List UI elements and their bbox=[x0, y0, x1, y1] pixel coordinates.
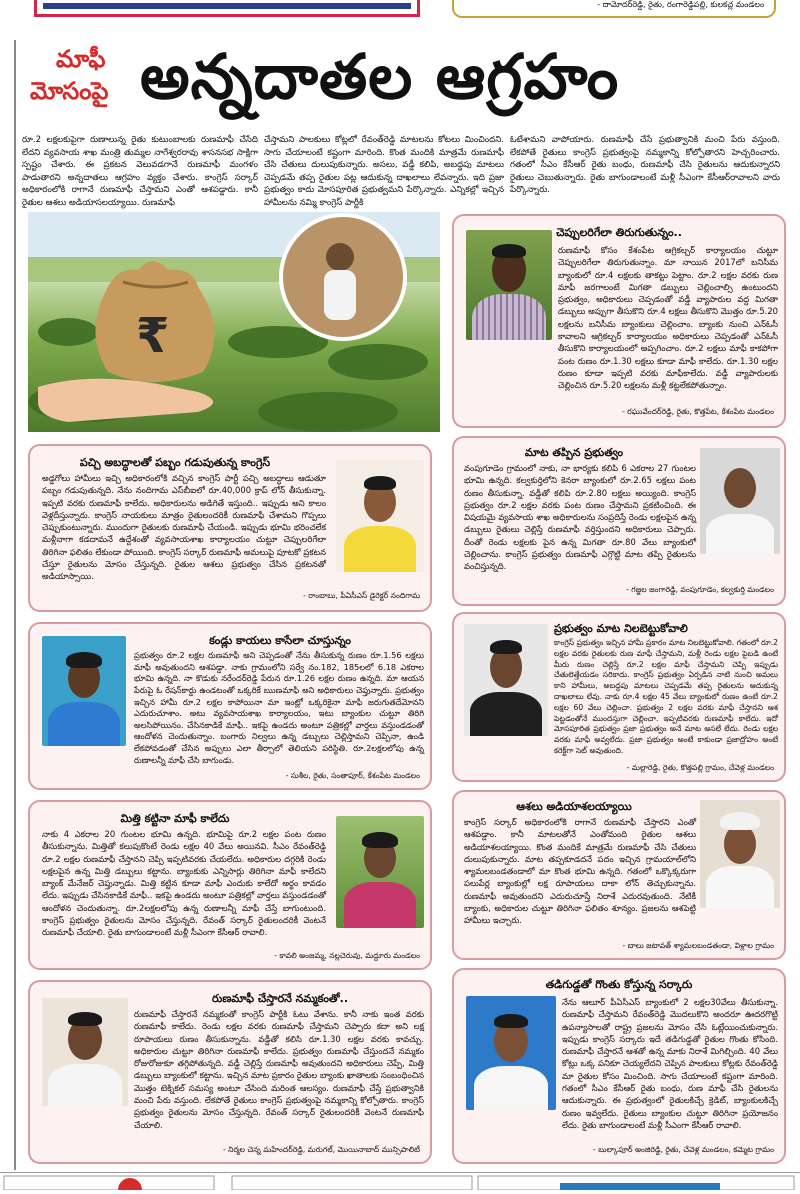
headline-main: అన్నదాతల ఆగ్రహం bbox=[140, 40, 620, 113]
testimonial-text-block bbox=[558, 244, 778, 392]
testimonial-body: కాంగ్రెస్ ప్రభుత్వం ఇచ్చిన హామీ ప్రకారం మాట నిలబెట్టుకోవాలి. గతంలో రూ.2 లక్షల వరకు రైతులకు రుణ మాఫీ చేస్తామని, మళ్లీ రెండు లక్షల పైబడి ఉంటే మీరు రుణం చెల్లిస్తే రూ.2 లక్షల మాఫీ చేస్తామని చెప్పి ఇప్పుడు చేతులెత్తేయడం సరికాదు. కాంగ్రెస్ ప్రభుత్వం ఏర్పడిన నాటి నుంచి అమలు కాని హామీలు, అబద్ధపు మాటలు చెప్పడమే తప్ప రైతులను ఆదుకున్న దాఖలాలు లేవు. నాకు రూ.4 లక్షల 45 వేలు బ్యాంకులో రుణం ఉంటే రూ.2 లక్షల 60 వేలు చెల్లించా. ప్రభుత్వం 2 లక్షల వరకు మాఫీ చేస్తానని ఆశ పెట్టడంతోనే ముందస్తుగా చెల్లించా. ఇప్పటివరకు రుణమాఫీ కాలేదు. ఇదో మోసపూరిత ప్రభుత్వం ప్రజా ప్రభుత్వం అనే మాట అసలే లేదు. రెండు లక్షల వరకు మాఫీ అవ్వలేదు. ప్రజా ప్రభుత్వం అంటే కాకుండా ప్రజాద్రోహం అంటే కరెక్ట్‌గా సెట్ అవుతుంది. bbox=[554, 638, 778, 755]
bottom-strip bbox=[0, 1172, 800, 1190]
testimonial-byline: - బుల్కాపూర్ అంజిరెడ్డి, రైతు, చేవెళ్ల మండలం, కమ్మెట గ్రామం bbox=[593, 1145, 774, 1154]
testimonial-box-2 bbox=[28, 444, 432, 612]
testimonial-box-1 bbox=[452, 214, 786, 428]
testimonial-byline: - సుశీల, రైతు, సంతాపూర్, కేశంపేట మండలం bbox=[285, 771, 420, 780]
money-bag-field-illustration bbox=[28, 212, 440, 432]
testimonial-box-6 bbox=[28, 800, 432, 970]
testimonial-title: ప్రభుత్వం మాట నిలబెట్టుకోవాలి bbox=[554, 622, 688, 635]
testimonial-body: నాకు 4 ఎకరాల 20 గుంటల భూమి ఉన్నది. భూమిపై రూ.2 లక్షల పంట రుణం తీసుకున్నాను. మిత్తితో కలుపుకొంటే రెండు లక్షల 40 వేలు అయినవి. సీఎం రేవంత్‌రెడ్డి రూ.2 లక్షల రుణమాఫీ చేస్తానని చెప్పి ఇప్పటివరకు చేయలేదు. అధికారుల దగ్గరికి రెండు లక్షలపైన ఉన్న మిత్తి డబ్బులు కట్టాను. బ్యాంకుకు ఎన్నిసార్లు తిరిగినా మాఫీ కాలేదని బ్యాంక్ మేనేజర్ చెప్తున్నాడు. మిత్తి కట్టిన కూడా మాఫీ ఎందుకు కాలేదో అర్థం కావడం లేదు. ఇప్పుడు చేసినకాడికే మాఫీ.. ఇకపై ఉండదు అంటూ పత్రికల్లో వార్తలు వస్తుండడంతో ఆందోళన చెందుతున్నా. రూ.2లక్షలలోపు ఉన్న రుణాలన్నీ మాఫీ చేస్తే బాగుంటుంది. కాంగ్రెస్ ప్రభుత్వం రైతులను మోసం చేస్తున్నది. రేవంత్ సర్కార్ రైతులందరికీ వెంటనే రుణమాఫీ చేయాలి. రైతు బాగుండాలంటే మళ్లీ సీఎంగా కేసీఆర్ రావాలి. bbox=[42, 829, 326, 938]
intro-column-1: రూ.2 లక్షలకుపైగా రుణాలున్న రైతు కుటుంబాలకు రుణమాఫీ చేసేది లేదని వ్యవసాయ శాఖ మంత్రి తుమ్మల నాగేశ్వరరావు శాసనసభ సాక్షిగా స్పష్టం చేశారు. ఈ ప్రకటన వెలువడగానే రుణమాఫీ మంగళం పాడుతారని అన్నదాతలు ఆగ్రహం వ్యక్తం చేశారు. కాంగ్రెస్ సర్కార్ అధికారంలోకి రాగానే రుణమాఫీ చేస్తామని ఎంతో ఆశపడ్డారు. కానీ రైతుల ఆశలు అడియాసలయ్యాయి. రుణమాఫీ bbox=[22, 135, 258, 208]
testimonial-text-block bbox=[464, 816, 696, 927]
testimonial-byline: - కావలి అంజమ్మ, నల్లచెరువు, మద్దూరు మండలం bbox=[274, 951, 420, 960]
testimonial-body: నేను ఆలూర్ పీఏసీఎస్ బ్యాంకులో 2 లక్షల30వేలు తీసుకున్నా. రుణమాఫీ చేస్తామని రేవంత్‌రెడ్డి మొదలుకొని అందరూ ఊదరగొట్టి ఉపన్యాసాలతో రాష్ట్ర ప్రజలను మోసం చేసి ఓట్లేయించుకున్నారు. ఇప్పుడు కాంగ్రెస్ సర్కారు ఇదే తడిగుడ్డతో రైతుల గొంతు కోసింది. రుణమాఫీ చేస్తారనే ఆశతో ఉన్న మాకు నిరాశే మిగిల్చింది. 40 వేలు కోట్లు ఒక్క పనికూ చెయ్యలేదని చెప్పిన పాలకులు కోట్లకు రేవంత్‌రెడ్డి మా రైతుల కోసం మించింది. సాగు చేయాలంటే కష్టంగా మారింది. గతంలో సీఎం కేసీఆర్ రైతు బంధు, రుణ మాఫీ చేసి రైతులను ఆదుకున్నారు. ఈ ప్రభుత్వంలో రైతులకిచ్చే క్రెడిట్, బ్యాంకులకిచ్చే రుణం ఇవ్వలేదు. రైతులు బ్యాంకుల చుట్టూ తిరిగినా ప్రయోజనం లేదు. రైతు బాగుండాలంటే మళ్లీ సీఎంగా కేసీఆర్ రావాలి. bbox=[562, 997, 778, 1130]
testimonial-title: మిత్తి కట్టినా మాఫీ కాలేదు bbox=[120, 812, 230, 825]
farmer-photo bbox=[42, 998, 128, 1106]
testimonial-text-block bbox=[42, 828, 326, 939]
testimonial-body: ప్రభుత్వం రూ.2 లక్షల రుణమాఫీ అని చెప్పడంతో నేను తీసుకున్న రుణం రూ.1.56 లక్షలు మాఫీ అవుతుందని ఆశపడ్డా. నాకు గ్రామంలోని సర్వే నం.182, 185లలో 6.18 ఎకరాల భూమి ఉన్నది. నా కొడుకు నరేందర్‌రెడ్డి పేరున రూ.1.26 లక్షల రుణం ఉన్నది. మా ఆయన పేరుపై ఓ రేషన్‌కార్డు ఉండటంతో ఒక్కరికే ఋణమాఫీ అని అధికారులు చెప్తున్నారు. ప్రభుత్వం ఇచ్చిన హామీ రూ.2 లక్షల కాపోయినా మా ఇంట్లో ఒక్కరికైనా మాఫీ జరుగుతదేమోనని ఎదురుచూశాం. అటు వ్యవసాయశాఖ కార్యాలయం, ఇటు బ్యాంకుల చుట్టూ తిరిగి అలసిపోయినం. చేసినకాడికే మాఫీ.. ఇకపై ఉండదు అంటూ పత్రికల్లో వార్తలు వస్తుండడంతో ఆందోళన చెందుతున్నాం. బంగారు నిల్వలు ఉన్న డబ్బులు చెల్లిస్తామని చెప్పినా, ఉండి లేకపోవడంతో చేసిన అప్పులు ఎలా తీర్చాలో తెలియని పరిస్థితి. రూ.2లక్షలలోపు ఉన్న రుణాలన్నీ మాఫీ చేసి బాగుండు. bbox=[134, 650, 424, 765]
testimonial-text-block bbox=[42, 472, 326, 583]
testimonial-text-block bbox=[554, 638, 778, 757]
testimonial-title: మాట తప్పిన ప్రభుత్వం bbox=[524, 446, 624, 459]
top-byline: - దామోదర్‌రెడ్డి, రైతు, రంగారెడ్డిపల్లి, కులకచ్ల మండలం bbox=[597, 0, 764, 9]
testimonial-body: కాంగ్రెస్ సర్కార్ అధికారంలోకి రాగానే రుణమాఫీ చేస్తారని ఎంతో ఆశపడ్డాం. కానీ మాటలతోనే ఎంతోమంది రైతుల ఆశలు అడియాశలయ్యాయి. కొంత మందికే మాత్రమే రుణమాఫీ చేసి చేతులు దులుపుకున్నారు. మాట తప్పకూడదనే పదం ఇచ్చిన గ్రామయాల్‌లోని శ్యామలబండతండాలో మా కొంత భూమి ఉన్నది. గతంలో ఒక్కొక్కరుగా పలుపేర్ల బ్యాంకుల్లో లక్ష రూపాయలు దాకా లోన్ తెచ్చుకున్నాను. రుణమాఫీ అవుతుందని ఎదురుచూస్తే నిరాశే ఎదురవుతుంది. నేటికీ బ్యాంకు, అధికారుల చుట్టూ తిరిగినా ఫలితం శూన్యం. ప్రజలను ఆశపెట్టి హామీలు ఇచ్చారు. bbox=[464, 817, 696, 926]
farmer-photo bbox=[42, 636, 126, 746]
headline-kicker-1: మాఫీ bbox=[56, 45, 106, 73]
testimonial-body: రుణమాఫీ చేస్తారనే నమ్మకంతో కాంగ్రెస్ పార్టీకి ఓటు వేశాను. కానీ నాకు ఇంత వరకు రుణమాఫీ కాలేదు. రెండు లక్షల వరకు రుణమాఫీ చేస్తామని చెప్పారు కదా అని లక్ష రూపాయలు రుణం తీసుకున్నాను. వడ్డీతో కలిసి రూ.1.30 లక్షల వరకు కావచ్చు. అధికారుల చుట్టూ తిరిగినా రుణమాఫీ కాలేదు. ప్రభుత్వం రుణమాఫీ చేస్తుందనే నమ్మకం రోజురోజుకూ తగ్గిపోతున్నది. వడ్డీ చెల్లిస్తే రుణమాఫీ అవుతుందని అధికారులు చెప్పే, మిత్తి డబ్బులు బ్యాంకులో కట్టాను. ఇచ్చిన మాట ప్రకారం రైతుల బ్యాంకు ఖాతాలకు సంబంధించిన మొత్తం టెక్నికల్ సమస్య అంటూ చేసింది మరింత ఆలస్యం. రుణమాఫీ చేస్తే ప్రభుత్వానికి మంచి పేరు వస్తుంది. లేకపోతే రైతులు కాంగ్రెస్ ప్రభుత్వంపై నమ్మకాన్ని కోల్పోతారు. కాంగ్రెస్ ప్రభుత్వం రైతులను మోసం చేస్తున్నది. రేవంత్ సర్కార్ రైతులందరికీ వెంటనే రుణమాఫీ చేయాలి. bbox=[134, 1009, 424, 1130]
top-strip bbox=[0, 0, 800, 22]
testimonial-byline: - నిర్మల చెన్న మహేందర్‌రెడ్డి, మరుగల్, మొయినాబాద్ మున్సిపాలిటీ bbox=[222, 1145, 420, 1154]
intro-column-2: చేస్తామని పాలకులు కోట్లలో రేవంత్‌రెడ్డి మాటలను కోటలు మించిందని. సాగు చేయాలంటే కష్టంగా మారింది. కొంత మందికి మాత్రమే రుణమాఫీ చేసి చేతులు దులుపుకున్నారు. అసలు, వడ్డీ కలిపి, అబద్ధపు మాటలు చెప్పడమే తప్ప రైతుల పట్ల ఆదుకున్న దాఖలాలు లేవన్నారు. ఇది ప్రజా ప్రభుత్వం కాదు మోసపూరిత ప్రభుత్వమని పేర్కొన్నారు. ఎన్నికల్లో ఇచ్చిన హామీలను నమ్మి కాంగ్రెస్ పార్టీకి bbox=[264, 135, 504, 208]
bottom-strip-graphics bbox=[0, 1173, 800, 1190]
testimonial-text-block bbox=[464, 462, 696, 573]
headline-kicker-2: మోసంపై bbox=[30, 77, 109, 105]
testimonial-box-8 bbox=[28, 980, 432, 1164]
testimonial-title: పచ్చి అబద్ధాలతో పబ్బం గడుపుతున్న కాంగ్రెస్ bbox=[79, 456, 271, 469]
testimonial-body: రుణమాఫీ కోసం కేశంపేట ఆగ్రికల్చర్ కార్యాలయం చుట్టూ చెప్పులరిగేలా తిరుగుతున్నాం. మా నాయిన 2017లో బనిసీమ బ్యాంకులో రూ.4 లక్షలకు తాకట్టు పెట్టాం. రూ.2 లక్షల వరకు రుణ మాఫీ జరగాలంటే మిగతా డబ్బులు చెల్లించాల్సి ఉంటుందని ప్రభుత్వం, అధికారులు చెప్పడంతో వడ్డీ వ్యాపారుల వద్ద మిగతా డబ్బులు అప్పుగా తీసుకొని రూ.4 లక్షలు తీసుకొని మొత్తం రూ.5.20 లక్షలను బనిసీమ బ్యాంకులు చెల్లించాం. బ్యాంకు నుంచి ఎన్‌ఓసీ కావాలని ఆగ్రికల్చర్ కార్యాలయం అధికారులు చెప్పడంతో ఎన్‌ఓసీ తీసుకొని కార్యాలయంలో అప్పగించాం. రూ.2 లక్షలు మాఫీ కాకపోగా పంట రుణం రూ.1.30 లక్షలు కూడా మాఫీ కాలేదు. రూ.1.30 లక్షల రుణం కూడా ఇప్పటి వరకు మాఫీకాలేదు. వడ్డీ వ్యాపారులకు చెల్లించిన రూ.5.20 లక్షలను మళ్లీ కట్టలేకపోతున్నాం. bbox=[558, 245, 778, 391]
farmer-photo bbox=[464, 624, 548, 736]
testimonial-text-block bbox=[134, 1008, 424, 1131]
testimonial-byline: - రఘువేందర్‌రెడ్డి, రైతు, కొత్తపేట, కేశంపేట మండలం bbox=[622, 407, 774, 416]
testimonial-title: రుణమాఫీ చేస్తారనే నమ్మకంతో.. bbox=[211, 992, 349, 1005]
previous-story-frame bbox=[34, 0, 420, 17]
farmer-photo bbox=[700, 448, 780, 554]
testimonial-body: వంపుగూడెం గ్రామంలో నాకు, నా భార్యకు కలిపి 6 ఎకరాల 27 గుంటల భూమి ఉన్నది. కల్వకుర్తిలోని కెనరా బ్యాంకులో రూ.2.65 లక్షలు పంట రుణం తీసుకున్నా. వడ్డీతో కలిపి రూ.2.80 లక్షలు అయ్యింది. కాంగ్రెస్ ప్రభుత్వం రూ.2 లక్షల వరకు పంట రుణం చేస్తామని ప్రకటించింది. ఈ విషయమై వ్యవసాయ శాఖ అధికారులను సంప్రదిస్తే రెండు లక్షలపైన ఉన్న డబ్బులు రైతులు చెల్లిస్తే రుణమాఫీ వర్తిస్తుందని అధికారులు చెప్పారు. దీంతో రెండు లక్షలకు పైన ఉన్న మిగతా రూ.80 వేలు బ్యాంకులో చెల్లించాను. కాంగ్రెస్ ప్రభుత్వం రుణమాఫీ ఎగ్గొట్టి మాట తప్పి రైతులను వంచిస్తున్నది. bbox=[464, 463, 696, 572]
testimonial-byline: - రాంబాబు, పీఏసీఎస్ డైరెక్టర్ నందిగామ bbox=[303, 591, 420, 600]
testimonial-box-7 bbox=[452, 790, 786, 960]
main-photo bbox=[28, 212, 440, 432]
testimonial-box-5 bbox=[452, 612, 786, 782]
testimonial-text-block bbox=[562, 996, 778, 1131]
svg-text:₹: ₹ bbox=[136, 308, 170, 364]
farmer-photo bbox=[700, 800, 780, 908]
testimonial-body: అడ్డగోలు హామీలు ఇచ్చి అధికారంలోకి వచ్చిన కాంగ్రెస్ పార్టీ పచ్చి అబద్ధాలు ఆడుతూ పబ్బం గడుపుతున్నది. నేను నందిగామ ఎస్‌బీఐలో రూ.40,000 క్రాప్ లోన్ తీసుకున్నా. ఇప్పటి వరకు రుణమాఫీ కాలేదు. అధికారులను అడిగితే ఇస్తుంది.. ఇప్పుడు అని కాలం వెళ్లదీస్తున్నారు. కాంగ్రెస్ నాయకులు మాత్రం రైతులందరికీ రుణమాఫీ చేశామని గొప్పలు చెప్పుకుంటున్నారు. ముందుగా రైతులకు రుణమాఫీ చేయండి. ఇప్పుడు భూమి భరించలేక మళ్లీనాగా కడదామనే ఉద్దేశంతో వ్యవసాయశాఖ కార్యాలయం చుట్టూ చెప్పులరిగేలా తిరిగినా ఫలితం లేకుండా పోయింది. కాంగ్రెస్ సర్కార్ రుణమాఫీ అమలుపై పూటకో ప్రకటన చేస్తూ రైతులను మోసం చేస్తున్నది. రైతుల ఆశలు ప్రభుత్వం చేసిన ప్రకటనతో అడియాస్సాయి. bbox=[42, 473, 326, 582]
farmer-photo bbox=[336, 816, 424, 928]
testimonial-title: తడిగుడ్డతో గొంతు కోస్తున్న సర్కారు bbox=[545, 978, 693, 991]
testimonial-byline: - మల్లారెడ్డి, రైతు, కొత్తపల్లి గ్రామం, చేవెళ్ల మండలం bbox=[626, 763, 774, 772]
testimonial-byline: - గజ్జల జంగారెడ్డి, వంపుగూడెం, కల్వకుర్తి మండలం bbox=[626, 585, 774, 594]
testimonial-box-4 bbox=[28, 622, 432, 790]
farmer-photo bbox=[336, 460, 424, 572]
column-rule bbox=[14, 40, 16, 1170]
testimonial-title: కండ్లు కాయలు కాసేలా చూస్తున్నం bbox=[209, 634, 351, 647]
testimonial-box-3 bbox=[452, 436, 786, 606]
testimonial-text-block bbox=[134, 650, 424, 766]
farmer-photo bbox=[466, 996, 556, 1110]
farmer-photo bbox=[466, 230, 552, 340]
testimonial-title: ఆశలు అడియాశలయ్యాయి bbox=[516, 800, 632, 813]
testimonial-byline: - బాలు జటావత్ శ్యామలబండతండా, విళ్లాల గ్రామం bbox=[622, 941, 774, 950]
testimonial-box-9 bbox=[452, 968, 786, 1164]
intro-column-3: ఓటేశామని వాపోయారు. రుణమాఫీ చేసే ప్రభుత్వానికి మంచి పేరు వస్తుంది. లేకపోతే రైతులు కాంగ్రెస్ ప్రభుత్వంపై నమ్మకాన్ని కోల్పోతారని హెచ్చరించారు. గతంలో సీఎం కేసీఆర్ రైతు బంధు, రుణమాఫీ చేసి రైతులను ఆదుకున్నారని రైతులు చెబుతున్నారు. రైతు బాగుండాలంటే మళ్లీ సీఎంగా కేసీఆర్‌రావాలని వారు పేర్కొన్నారు. bbox=[510, 135, 780, 196]
testimonial-title: చెప్పులరిగేలా తిరుగుతున్నం.. bbox=[556, 226, 682, 239]
